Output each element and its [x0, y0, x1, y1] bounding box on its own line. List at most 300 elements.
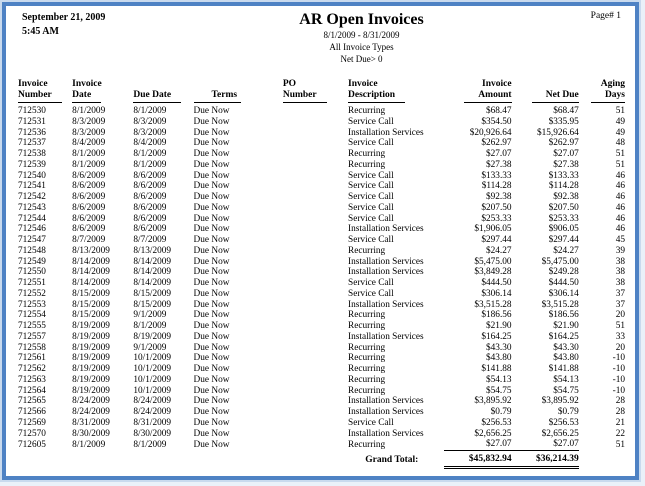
- report-header: [6, 11, 635, 65]
- cell-terms: Due Now: [193, 310, 230, 321]
- cell-po-number: [283, 214, 348, 225]
- cell-invoice-number: 712561: [18, 353, 46, 364]
- cell-po-number: [283, 104, 348, 117]
- cell-invoice-description: Installation Services: [348, 127, 424, 138]
- cell-invoice-description: Service Call: [348, 235, 394, 245]
- cell-aging-days: 45: [615, 235, 625, 245]
- cell-aging-days: 37: [615, 288, 625, 299]
- cell-terms: Due Now: [193, 106, 230, 116]
- cell-invoice-date: 8/4/2009: [72, 138, 106, 149]
- cell-invoice-number: 712531: [18, 116, 46, 127]
- cell-invoice-number: 712557: [18, 331, 46, 342]
- cell-due-date: 8/3/2009: [133, 116, 167, 127]
- cell-aging-days: -10: [612, 385, 625, 396]
- cell-aging-days: 38: [615, 256, 625, 267]
- cell-invoice-date: 8/3/2009: [72, 116, 106, 127]
- cell-due-date: 8/1/2009: [133, 321, 167, 331]
- cell-due-date: 8/14/2009: [133, 267, 172, 278]
- cell-net-due: $3,515.28: [541, 299, 579, 310]
- cell-invoice-amount: $2,656.25: [474, 428, 512, 439]
- cell-po-number: [283, 160, 348, 171]
- cell-invoice-number: 712553: [18, 299, 46, 310]
- cell-invoice-amount: $43.80: [485, 353, 512, 364]
- cell-net-due: $906.05: [548, 224, 579, 235]
- cell-invoice-amount: $253.33: [481, 213, 512, 224]
- cell-po-number: [283, 375, 348, 386]
- cell-due-date: 8/31/2009: [133, 417, 172, 428]
- cell-invoice-date: 8/13/2009: [72, 245, 110, 256]
- cell-invoice-date: 8/19/2009: [72, 342, 110, 353]
- table-row: [18, 310, 625, 321]
- cell-invoice-number: 712569: [18, 417, 46, 428]
- cell-invoice-amount: $306.14: [481, 288, 512, 299]
- cell-net-due: $164.25: [548, 331, 579, 342]
- cell-due-date: 8/6/2009: [133, 213, 167, 224]
- cell-aging-days: 46: [615, 202, 625, 213]
- cell-invoice-description: Service Call: [348, 288, 394, 299]
- grand-total-invoice-amount: $45,832.94: [444, 451, 511, 468]
- cell-due-date: 8/1/2009: [133, 106, 167, 116]
- table-row: [18, 343, 625, 354]
- cell-net-due: $54.75: [553, 385, 579, 396]
- cell-invoice-date: 8/7/2009: [72, 235, 106, 245]
- cell-invoice-amount: $1,906.05: [474, 224, 512, 235]
- table-row: [18, 160, 625, 171]
- cell-invoice-date: 8/19/2009: [72, 353, 110, 364]
- report-title: AR Open Invoices: [299, 11, 424, 28]
- cell-invoice-amount: $27.38: [485, 159, 512, 170]
- cell-invoice-description: Service Call: [348, 138, 394, 149]
- cell-invoice-description: Installation Services: [348, 299, 424, 310]
- cell-po-number: [283, 332, 348, 343]
- report-generated-date: September 21, 2009: [22, 12, 106, 23]
- grand-total-label: Grand Total:: [365, 455, 419, 465]
- table-row: [18, 214, 625, 225]
- cell-po-number: [283, 418, 348, 429]
- cell-terms: Due Now: [193, 202, 230, 213]
- cell-invoice-date: 8/15/2009: [72, 288, 110, 299]
- cell-po-number: [283, 138, 348, 149]
- cell-po-number: [283, 149, 348, 160]
- cell-po-number: [283, 310, 348, 321]
- cell-due-date: 8/3/2009: [133, 127, 167, 138]
- cell-invoice-amount: $43.30: [485, 342, 512, 353]
- cell-terms: Due Now: [193, 235, 230, 245]
- cell-net-due: $249.28: [548, 267, 579, 278]
- cell-due-date: 8/15/2009: [133, 299, 172, 310]
- cell-invoice-description: Service Call: [348, 278, 394, 288]
- cell-po-number: [283, 192, 348, 203]
- cell-due-date: 8/15/2009: [133, 288, 172, 299]
- table-row: [18, 128, 625, 139]
- cell-aging-days: 38: [615, 267, 625, 278]
- report-generated-time: 5:45 AM: [22, 26, 59, 37]
- cell-invoice-number: 712549: [18, 256, 46, 267]
- cell-po-number: [283, 386, 348, 397]
- cell-due-date: 9/1/2009: [133, 342, 167, 353]
- cell-net-due: $262.97: [548, 138, 579, 149]
- cell-invoice-description: Recurring: [348, 106, 386, 116]
- cell-aging-days: 28: [615, 407, 625, 417]
- cell-invoice-date: 8/6/2009: [72, 213, 106, 224]
- cell-invoice-amount: $20,926.64: [469, 127, 512, 138]
- open-invoices-table: [18, 79, 625, 469]
- cell-due-date: 8/6/2009: [133, 192, 167, 202]
- cell-invoice-number: 712563: [18, 374, 46, 385]
- table-row: [18, 192, 625, 203]
- cell-po-number: [283, 117, 348, 128]
- column-header-po-number: PO Number: [283, 79, 348, 104]
- cell-invoice-amount: $92.38: [485, 192, 512, 202]
- cell-invoice-amount: $256.53: [481, 417, 512, 428]
- cell-aging-days: 46: [615, 224, 625, 235]
- table-row: [18, 289, 625, 300]
- cell-terms: Due Now: [193, 256, 230, 267]
- cell-invoice-description: Recurring: [348, 245, 386, 256]
- cell-net-due: $2,656.25: [541, 428, 579, 439]
- cell-invoice-amount: $133.33: [481, 170, 512, 181]
- table-row: [18, 171, 625, 182]
- table-row: [18, 181, 625, 192]
- table-row: [18, 203, 625, 214]
- cell-po-number: [283, 171, 348, 182]
- cell-invoice-amount: $24.27: [485, 245, 512, 256]
- cell-invoice-number: 712547: [18, 235, 46, 245]
- cell-due-date: 8/13/2009: [133, 245, 172, 256]
- cell-po-number: [283, 203, 348, 214]
- cell-po-number: [283, 278, 348, 289]
- cell-aging-days: 21: [615, 417, 625, 428]
- cell-net-due: $133.33: [548, 170, 579, 181]
- cell-aging-days: 20: [615, 342, 625, 353]
- cell-invoice-date: 8/24/2009: [72, 407, 110, 417]
- report-net-due-filter: Net Due> 0: [340, 54, 383, 64]
- cell-net-due: $335.95: [548, 116, 579, 127]
- cell-terms: Due Now: [193, 149, 230, 159]
- cell-invoice-number: 712554: [18, 310, 46, 321]
- table-row: [18, 321, 625, 332]
- cell-net-due: $54.13: [553, 374, 579, 385]
- cell-invoice-date: 8/19/2009: [72, 385, 110, 396]
- cell-due-date: 8/6/2009: [133, 181, 167, 192]
- cell-invoice-description: Installation Services: [348, 396, 424, 407]
- cell-due-date: 10/1/2009: [133, 364, 172, 374]
- cell-terms: Due Now: [193, 331, 230, 342]
- cell-aging-days: 20: [615, 310, 625, 321]
- cell-aging-days: 48: [615, 138, 625, 149]
- cell-invoice-amount: $164.25: [481, 331, 512, 342]
- column-header-invoice-number: Invoice Number: [18, 79, 72, 104]
- cell-invoice-description: Recurring: [348, 310, 386, 321]
- cell-due-date: 8/1/2009: [133, 159, 167, 170]
- cell-invoice-amount: $114.28: [481, 181, 512, 192]
- table-row: [18, 257, 625, 268]
- cell-invoice-date: 8/1/2009: [72, 106, 106, 116]
- cell-terms: Due Now: [193, 278, 230, 288]
- cell-invoice-amount: $54.75: [485, 385, 512, 396]
- table-row: [18, 278, 625, 289]
- cell-invoice-date: 8/1/2009: [72, 149, 106, 159]
- cell-terms: Due Now: [193, 170, 230, 181]
- cell-invoice-date: 8/15/2009: [72, 310, 110, 321]
- cell-po-number: [283, 439, 348, 450]
- cell-invoice-number: 712565: [18, 396, 46, 407]
- cell-terms: Due Now: [193, 342, 230, 353]
- cell-po-number: [283, 396, 348, 407]
- cell-aging-days: 37: [615, 299, 625, 310]
- cell-invoice-amount: $297.44: [481, 235, 512, 245]
- cell-invoice-amount: $141.88: [481, 364, 512, 374]
- cell-invoice-description: Service Call: [348, 417, 394, 428]
- cell-invoice-number: 712546: [18, 224, 46, 235]
- table-row: [18, 418, 625, 429]
- cell-net-due: $444.50: [548, 278, 579, 288]
- cell-terms: Due Now: [193, 417, 230, 428]
- cell-po-number: [283, 353, 348, 364]
- cell-po-number: [283, 128, 348, 139]
- cell-invoice-date: 8/1/2009: [72, 439, 106, 450]
- cell-po-number: [283, 235, 348, 246]
- cell-due-date: 8/1/2009: [133, 439, 167, 450]
- cell-invoice-date: 8/6/2009: [72, 170, 106, 181]
- cell-invoice-description: Installation Services: [348, 224, 424, 235]
- cell-po-number: [283, 300, 348, 311]
- grand-total-row: [18, 451, 625, 468]
- cell-net-due: $92.38: [553, 192, 579, 202]
- cell-due-date: 8/6/2009: [133, 170, 167, 181]
- cell-net-due: $114.28: [548, 181, 579, 192]
- cell-aging-days: 51: [615, 149, 625, 159]
- table-row: [18, 396, 625, 407]
- cell-terms: Due Now: [193, 116, 230, 127]
- table-row: [18, 353, 625, 364]
- table-row: [18, 267, 625, 278]
- cell-terms: Due Now: [193, 138, 230, 149]
- cell-due-date: 8/30/2009: [133, 428, 172, 439]
- report-page: [2, 2, 639, 480]
- cell-invoice-number: 712548: [18, 245, 46, 256]
- cell-net-due: $0.79: [557, 407, 579, 417]
- table-header-row: [18, 79, 625, 104]
- cell-invoice-description: Installation Services: [348, 331, 424, 342]
- cell-net-due: $68.47: [553, 106, 579, 116]
- cell-due-date: 8/19/2009: [133, 331, 172, 342]
- cell-invoice-description: Service Call: [348, 116, 394, 127]
- cell-po-number: [283, 246, 348, 257]
- cell-terms: Due Now: [193, 245, 230, 256]
- cell-net-due: $15,926.64: [536, 127, 579, 138]
- cell-invoice-date: 8/30/2009: [72, 428, 110, 439]
- cell-invoice-date: 8/6/2009: [72, 192, 106, 202]
- cell-aging-days: 38: [615, 278, 625, 288]
- cell-terms: Due Now: [193, 192, 230, 202]
- cell-invoice-amount: $3,895.92: [474, 396, 512, 407]
- cell-aging-days: -10: [612, 374, 625, 385]
- table-row: [18, 300, 625, 311]
- cell-due-date: 8/7/2009: [133, 235, 167, 245]
- cell-aging-days: 46: [615, 213, 625, 224]
- cell-due-date: 8/24/2009: [133, 407, 172, 417]
- table-row: [18, 138, 625, 149]
- cell-invoice-date: 8/31/2009: [72, 417, 110, 428]
- table-row: [18, 429, 625, 440]
- cell-invoice-date: 8/19/2009: [72, 374, 110, 385]
- cell-invoice-amount: $186.56: [481, 310, 512, 321]
- cell-invoice-date: 8/3/2009: [72, 127, 106, 138]
- cell-invoice-date: 8/14/2009: [72, 267, 110, 278]
- cell-invoice-number: 712551: [18, 278, 46, 288]
- cell-invoice-date: 8/19/2009: [72, 321, 110, 331]
- cell-invoice-amount: $0.79: [490, 407, 512, 417]
- cell-invoice-amount: $54.13: [485, 374, 512, 385]
- cell-invoice-number: 712566: [18, 407, 46, 417]
- cell-invoice-description: Recurring: [348, 353, 386, 364]
- cell-invoice-amount: $5,475.00: [474, 256, 512, 267]
- cell-terms: Due Now: [193, 439, 230, 450]
- report-title-block: [172, 11, 551, 65]
- cell-invoice-number: 712537: [18, 138, 46, 149]
- cell-terms: Due Now: [193, 385, 230, 396]
- cell-invoice-description: Installation Services: [348, 267, 424, 278]
- table-row: [18, 246, 625, 257]
- table-row: [18, 235, 625, 246]
- cell-invoice-description: Recurring: [348, 159, 386, 170]
- cell-due-date: 8/4/2009: [133, 138, 167, 149]
- cell-invoice-description: Service Call: [348, 202, 394, 213]
- cell-invoice-number: 712544: [18, 213, 46, 224]
- cell-invoice-description: Recurring: [348, 149, 386, 159]
- cell-invoice-date: 8/6/2009: [72, 202, 106, 213]
- cell-terms: Due Now: [193, 127, 230, 138]
- cell-invoice-amount: $444.50: [481, 278, 512, 288]
- cell-aging-days: -10: [612, 353, 625, 364]
- table-row: [18, 117, 625, 128]
- cell-po-number: [283, 267, 348, 278]
- cell-invoice-date: 8/1/2009: [72, 159, 106, 170]
- cell-net-due: $186.56: [548, 310, 579, 321]
- cell-aging-days: 39: [615, 245, 625, 256]
- cell-aging-days: 51: [615, 439, 625, 450]
- cell-invoice-number: 712541: [18, 181, 46, 192]
- cell-terms: Due Now: [193, 159, 230, 170]
- cell-invoice-description: Service Call: [348, 170, 394, 181]
- column-header-terms: Terms: [194, 79, 283, 104]
- cell-aging-days: 28: [615, 396, 625, 407]
- cell-invoice-description: Service Call: [348, 192, 394, 202]
- cell-net-due: $43.80: [553, 353, 579, 364]
- cell-invoice-date: 8/24/2009: [72, 396, 110, 407]
- cell-due-date: 8/6/2009: [133, 224, 167, 235]
- column-header-net-due: Net Due: [512, 79, 579, 104]
- cell-aging-days: 51: [615, 321, 625, 331]
- cell-invoice-date: 8/19/2009: [72, 331, 110, 342]
- cell-po-number: [283, 224, 348, 235]
- page-number-label: Page# 1: [590, 11, 621, 21]
- cell-invoice-description: Recurring: [348, 364, 386, 374]
- cell-due-date: 8/6/2009: [133, 202, 167, 213]
- cell-invoice-number: 712605: [18, 439, 46, 450]
- cell-invoice-description: Installation Services: [348, 407, 424, 417]
- cell-invoice-number: 712558: [18, 342, 46, 353]
- cell-terms: Due Now: [193, 213, 230, 224]
- cell-po-number: [283, 257, 348, 268]
- cell-invoice-amount: $3,849.28: [474, 267, 512, 278]
- cell-invoice-number: 712540: [18, 170, 46, 181]
- cell-invoice-number: 712562: [18, 364, 46, 374]
- cell-invoice-number: 712542: [18, 192, 46, 202]
- report-datetime: [6, 11, 172, 39]
- cell-invoice-amount: $207.50: [481, 202, 512, 213]
- cell-po-number: [283, 321, 348, 332]
- cell-invoice-description: Service Call: [348, 181, 394, 192]
- cell-net-due: $3,895.92: [541, 396, 579, 407]
- cell-net-due: $253.33: [548, 213, 579, 224]
- cell-net-due: $27.07: [553, 149, 579, 159]
- cell-terms: Due Now: [193, 428, 230, 439]
- cell-invoice-description: Recurring: [348, 374, 386, 385]
- cell-invoice-description: Installation Services: [348, 428, 424, 439]
- cell-aging-days: 51: [615, 106, 625, 116]
- cell-invoice-amount: $262.97: [481, 138, 512, 149]
- table-row: [18, 439, 625, 450]
- table-row: [18, 386, 625, 397]
- cell-invoice-date: 8/6/2009: [72, 224, 106, 235]
- table-row: [18, 149, 625, 160]
- cell-aging-days: 46: [615, 192, 625, 202]
- cell-due-date: 8/14/2009: [133, 256, 172, 267]
- table-body: [18, 104, 625, 451]
- cell-invoice-amount: $27.07: [485, 439, 512, 450]
- report-invoice-type-filter: All Invoice Types: [329, 42, 394, 52]
- cell-due-date: 8/14/2009: [133, 278, 172, 288]
- report-date-range: 8/1/2009 - 8/31/2009: [323, 30, 400, 40]
- column-header-due-date: Due Date: [133, 79, 193, 104]
- cell-net-due: $27.07: [553, 439, 579, 450]
- cell-net-due: $43.30: [553, 342, 579, 353]
- cell-invoice-description: Recurring: [348, 321, 386, 331]
- cell-invoice-amount: $21.90: [485, 321, 512, 331]
- cell-net-due: $24.27: [553, 245, 579, 256]
- cell-net-due: $207.50: [548, 202, 579, 213]
- cell-net-due: $141.88: [548, 364, 579, 374]
- grand-total-net-due: $36,214.39: [512, 451, 579, 468]
- cell-aging-days: 49: [615, 116, 625, 127]
- cell-aging-days: 46: [615, 170, 625, 181]
- cell-terms: Due Now: [193, 407, 230, 417]
- cell-invoice-amount: $27.07: [485, 149, 512, 159]
- cell-invoice-amount: $3,515.28: [474, 299, 512, 310]
- cell-due-date: 10/1/2009: [133, 374, 172, 385]
- cell-net-due: $5,475.00: [541, 256, 579, 267]
- cell-invoice-number: 712552: [18, 288, 46, 299]
- cell-invoice-number: 712539: [18, 159, 46, 170]
- table-row: [18, 407, 625, 418]
- cell-net-due: $306.14: [548, 288, 579, 299]
- cell-terms: Due Now: [193, 224, 230, 235]
- cell-aging-days: -10: [612, 364, 625, 374]
- table-row: [18, 375, 625, 386]
- cell-invoice-number: 712530: [18, 106, 46, 116]
- cell-invoice-number: 712555: [18, 321, 46, 331]
- cell-invoice-description: Recurring: [348, 385, 386, 396]
- cell-terms: Due Now: [193, 396, 230, 407]
- cell-invoice-number: 712550: [18, 267, 46, 278]
- column-header-invoice-date: Invoice Date: [72, 79, 133, 104]
- cell-aging-days: 49: [615, 127, 625, 138]
- cell-po-number: [283, 343, 348, 354]
- cell-invoice-number: 712536: [18, 127, 46, 138]
- cell-terms: Due Now: [193, 288, 230, 299]
